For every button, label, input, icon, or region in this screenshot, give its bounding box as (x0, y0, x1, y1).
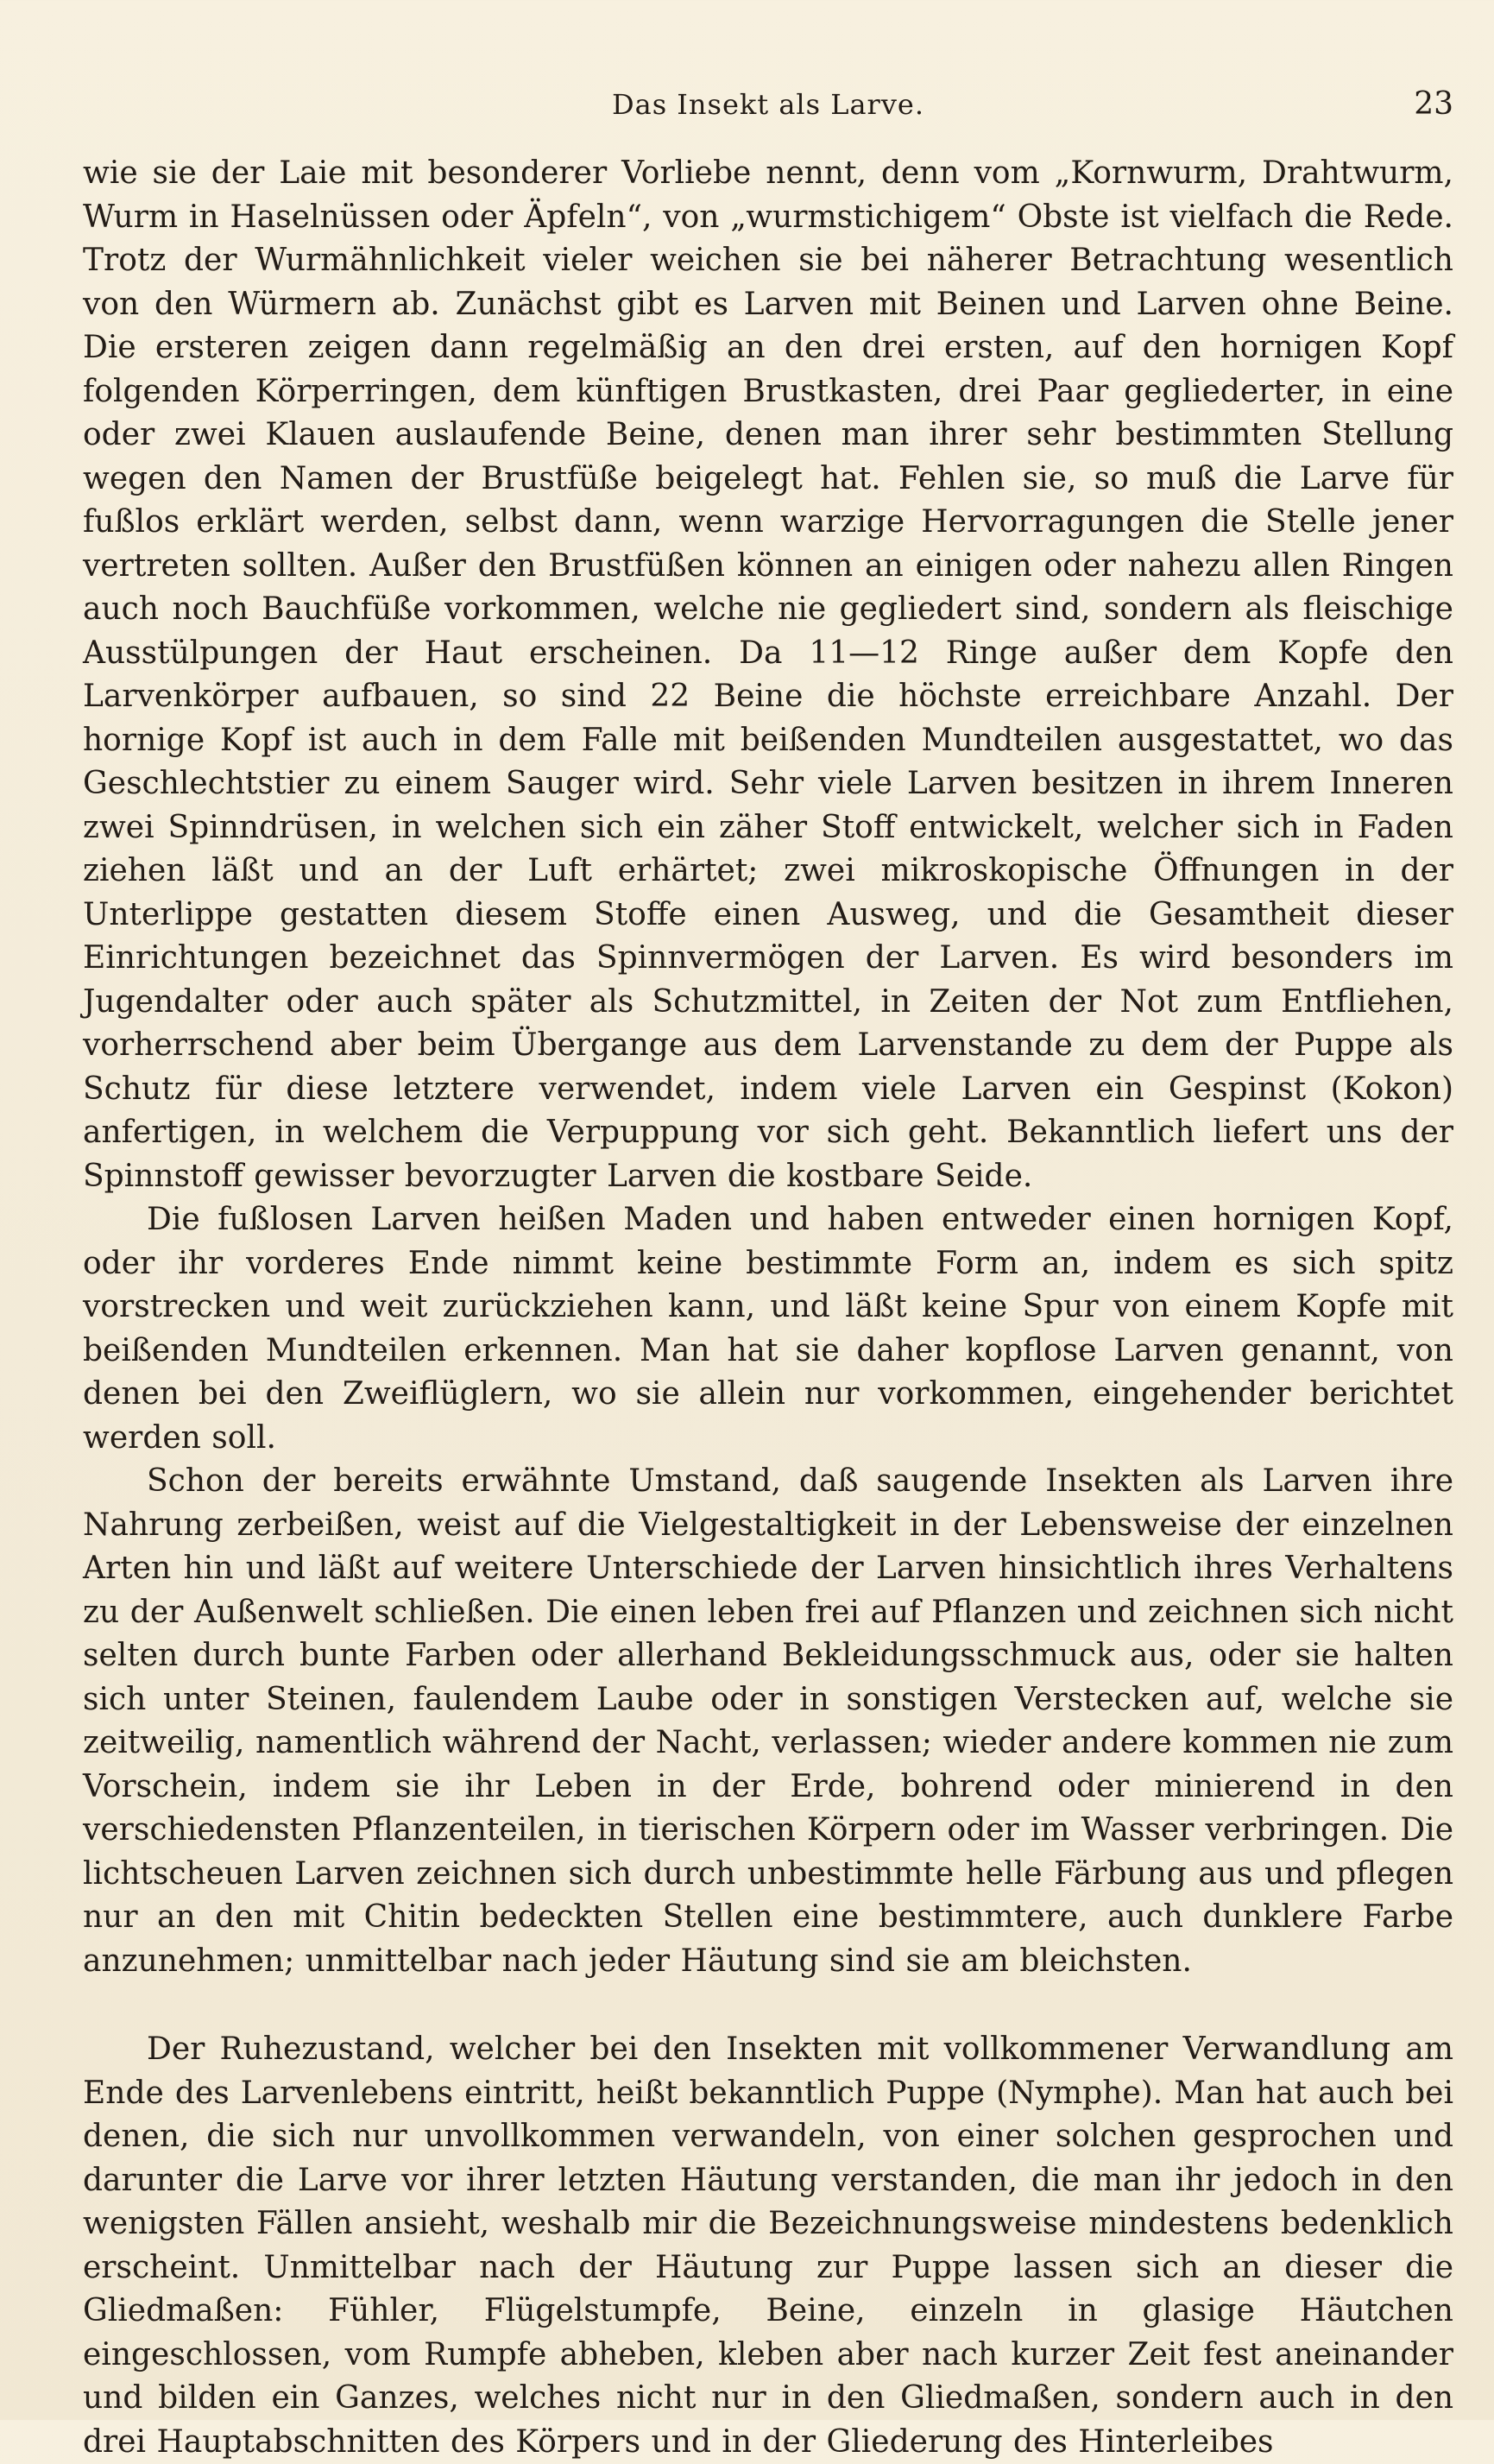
running-header (83, 79, 1453, 140)
running-header-title: Das Insekt als Larve. (611, 88, 925, 121)
paragraph-legless-larvae: Die fußlosen Larven heißen Maden und haben entweder einen hornigen Kopf, oder ihr vorderes Ende nimmt keine bestimmte Form an, indem es sich spitz vorstrecken und weit zurückziehen kann, und läßt keine Spur von einem Kopfe mit beißenden Mundteilen erkennen. Man hat sie daher kopflose Larven genannt, von denen bei den Zweiflüglern, wo sie allein nur vorkommen, eingehender berichtet werden soll. (83, 1202, 1453, 1456)
page-number: 23 (1414, 86, 1453, 122)
book-page (83, 79, 1453, 2460)
paragraph-pupa: Der Ruhezustand, welcher bei den Insekten mit vollkommener Verwandlung am Ende des Larvenlebens eintritt, heißt bekanntlich Puppe (Nymphe). Man hat auch bei denen, die sich nur unvollkommen verwandeln, von einer solchen gesprochen und darunter die Larve vor ihrer letzten Häutung verstanden, die man ihr jedoch in den wenigsten Fällen ansieht, weshalb mir die Bezeichnungsweise mindestens bedenklich erscheint. Unmittelbar nach der Häutung zur Puppe lassen sich an dieser die Gliedmaßen: Fühler, Flügelstumpfe, Beine, einzeln in glasige Häutchen eingeschlossen, vom Rumpfe abheben, kleben aber nach kurzer Zeit fest aneinander und bilden ein Ganzes, welches nicht nur in den Gliedmaßen, sondern auch in den drei Hauptabschnitten des Körpers und in der Gliederung des Hinterleibes (83, 2031, 1453, 2460)
body-text (83, 152, 1453, 2464)
paragraph-larvae-habits: Schon der bereits erwähnte Umstand, daß saugende Insekten als Larven ihre Nahrung zerbeißen, weist auf die Vielgestaltigkeit in der Lebensweise der einzelnen Arten hin und läßt auf weitere Unterschiede der Larven hinsichtlich ihres Verhaltens zu der Außenwelt schließen. Die einen leben frei auf Pflanzen und zeichnen sich nicht selten durch bunte Farben oder allerhand Bekleidungsschmuck aus, oder sie halten sich unter Steinen, faulendem Laube oder in sonstigen Verstecken auf, welche sie zeitweilig, namentlich während der Nacht, verlassen; wieder andere kommen nie zum Vorschein, indem sie ihr Leben in der Erde, bohrend oder minierend in den verschiedensten Pflanzenteilen, in tierischen Körpern oder im Wasser verbringen. Die lichtscheuen Larven zeichnen sich durch unbestimmte helle Färbung aus und pflegen nur an den mit Chitin bedeckten Stellen eine bestimmtere, auch dunklere Farbe anzunehmen; unmittelbar nach jeder Häutung sind sie am bleichsten. (83, 1463, 1453, 1979)
paragraph-larvae-legs: wie sie der Laie mit besonderer Vorliebe nennt, denn vom „Kornwurm, Drahtwurm, Wurm in Haselnüssen oder Äpfeln“, von „wurmstichigem“ Obste ist vielfach die Rede. Trotz der Wurmähnlichkeit vieler weichen sie bei näherer Betrachtung wesentlich von den Würmern ab. Zunächst gibt es Larven mit Beinen und Larven ohne Beine. Die ersteren zeigen dann regelmäßig an den drei ersten, auf den hornigen Kopf folgenden Körperringen, dem künftigen Brustkasten, drei Paar gegliederter, in eine oder zwei Klauen auslaufende Beine, denen man ihrer sehr bestimmten Stellung wegen den Namen der Brustfüße beigelegt hat. Fehlen sie, so muß die Larve für fußlos erklärt werden, selbst dann, wenn warzige Hervorragungen die Stelle jener vertreten sollten. Außer den Brustfüßen können an einigen oder nahezu allen Ringen auch noch Bauchfüße vorkommen, welche nie gegliedert sind, sondern als fleischige Ausstülpungen der Haut erscheinen. Da 11—12 Ringe außer dem Kopfe den Larvenkörper aufbauen, so sind 22 Beine die höchste erreichbare Anzahl. Der hornige Kopf ist auch in dem Falle mit beißenden Mundteilen ausgestattet, wo das Geschlechtstier zu einem Sauger wird. Sehr viele Larven besitzen in ihrem Inneren zwei Spinndrüsen, in welchen sich ein zäher Stoff entwickelt, welcher sich in Faden ziehen läßt und an der Luft erhärtet; zwei mikroskopische Öffnungen in der Unterlippe gestatten diesem Stoffe einen Ausweg, und die Gesamtheit dieser Einrichtungen bezeichnet das Spinnvermögen der Larven. Es wird besonders im Jugendalter oder auch später als Schutzmittel, in Zeiten der Not zum Entfliehen, vorherrschend aber beim Übergange aus dem Larvenstande zu dem der Puppe als Schutz für diese letztere verwendet, indem viele Larven ein Gespinst (Kokon) anfertigen, in welchem die Verpuppung vor sich geht. Bekanntlich liefert uns der Spinnstoff gewisser bevorzugter Larven die kostbare Seide. (83, 155, 1453, 1194)
